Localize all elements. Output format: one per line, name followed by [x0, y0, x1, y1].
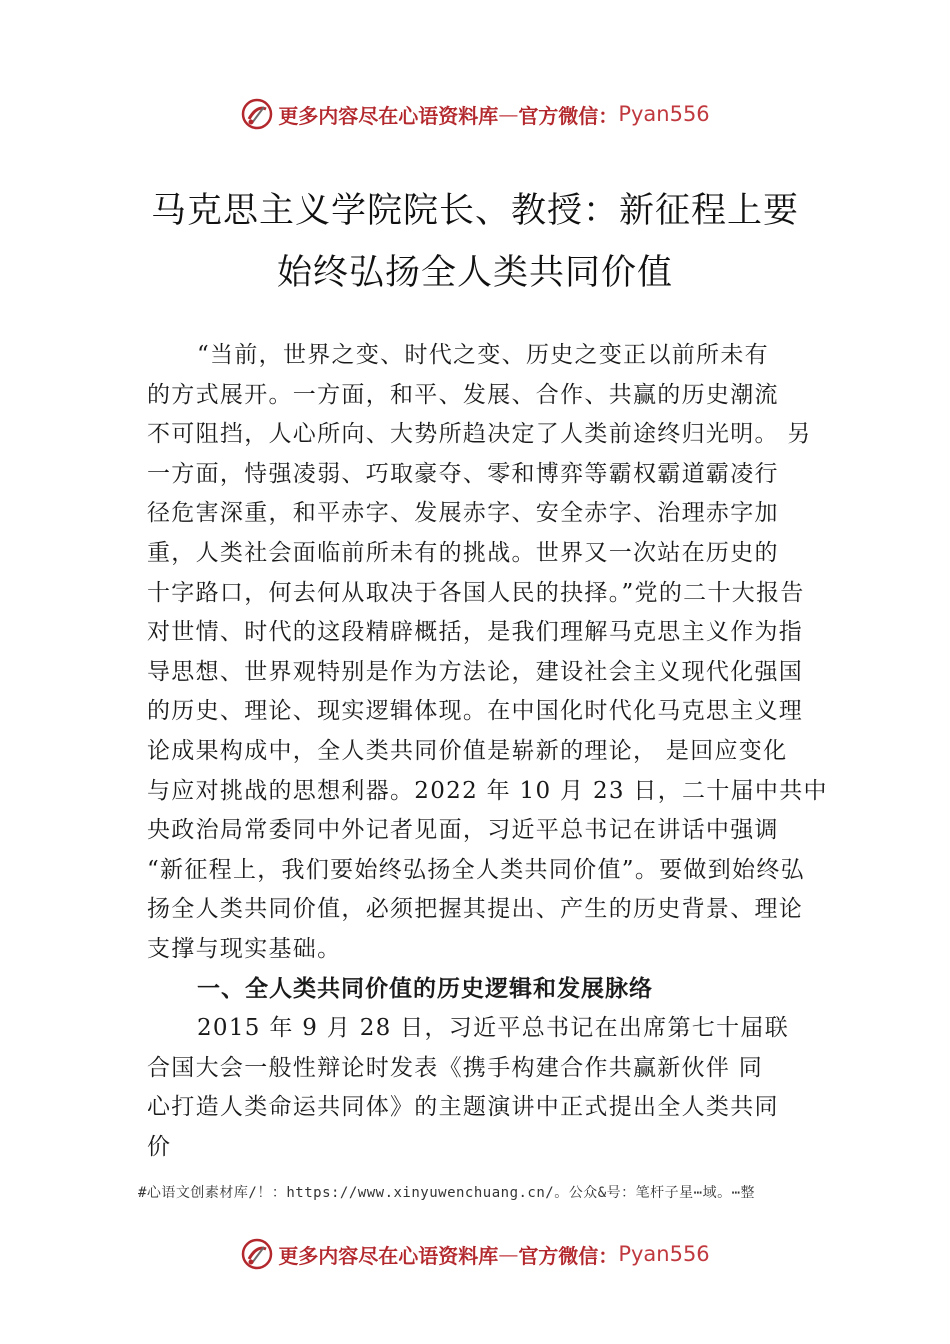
body-line: 心打造人类命运共同体》的主题演讲中正式提出全人类共同 [147, 1094, 779, 1121]
body-line: 导思想、世界观特别是作为方法论，建设社会主义现代化强国 [147, 658, 804, 685]
header-banner [0, 92, 950, 136]
body-line: 重，人类社会面临前所未有的挑战。世界又一次站在历史的 [147, 539, 779, 566]
body-line: 不可阻挡，人心所向、大势所趋决定了人类前途终归光明。 另 [147, 421, 812, 448]
document-title [0, 180, 950, 304]
section-heading: 一、全人类共同价值的历史逻辑和发展脉络 [197, 975, 653, 1002]
body-line: 合国大会一般性辩论时发表《携手构建合作共赢新伙伴 同 [147, 1054, 764, 1081]
banner-wechat-id: Pyan556 [618, 102, 710, 126]
body-line: “当前，世界之变、时代之变、历史之变正以前所未有 [197, 342, 769, 368]
body-line: 十字路口，何去何从取决于各国人民的抉择。”党的二十大报告 [147, 579, 805, 606]
banner-wechat-id: Pyan556 [618, 1242, 710, 1266]
body-line: 的方式展开。一方面，和平、发展、合作、共赢的历史潮流 [147, 381, 779, 408]
banner-wechat-label: 官方微信： [518, 103, 619, 128]
title-line-1: 马克思主义学院院长、教授：新征程上要 [150, 191, 799, 231]
body-line: 2015 年 9 月 28 日，习近平总书记在出席第七十届联 [197, 1015, 789, 1042]
banner-separator: — [498, 102, 519, 126]
body-line: 价 [147, 1133, 172, 1160]
logo-icon [240, 1237, 274, 1271]
logo-icon [240, 97, 274, 131]
body-line: 的历史、理论、现实逻辑体现。在中国化时代化马克思主义理 [147, 698, 804, 725]
body-line: 支撑与现实基础。 [147, 935, 342, 962]
body-line: 径危害深重，和平赤字、发展赤字、安全赤字、治理赤字加 [147, 500, 779, 527]
body-line: 央政治局常委同中外记者见面，习近平总书记在讲话中强调 [147, 817, 779, 844]
banner-main-text: 更多内容尽在心语资料库 [278, 103, 499, 128]
banner-wechat-label: 官方微信： [518, 1243, 619, 1268]
body-line: 一方面，恃强凌弱、巧取豪夺、零和博弈等霸权霸道霸凌行 [147, 460, 779, 487]
body-line: 与应对挑战的思想利器。2022 年 10 月 23 日，二十届中共中 [147, 777, 828, 804]
banner-separator: — [498, 1242, 519, 1266]
footer-banner [0, 1232, 950, 1276]
document-body [147, 336, 828, 1167]
footer-note: #心语文创素材库/！：https://www.xinyuwenchuang.cn/。公众&号：笔杆子星⋯域。⋯整 [138, 1185, 756, 1201]
body-line: 论成果构成中，全人类共同价值是崭新的理论， 是回应变化 [147, 737, 788, 764]
body-line: 对世情、时代的这段精辟概括，是我们理解马克思主义作为指 [147, 619, 804, 646]
body-line: “新征程上，我们要始终弘扬全人类共同价值”。要做到始终弘 [147, 856, 805, 883]
title-line-2: 始终弘扬全人类共同价值 [276, 253, 673, 293]
banner-main-text: 更多内容尽在心语资料库 [278, 1243, 499, 1268]
body-line: 扬全人类共同价值，必须把握其提出、产生的历史背景、理论 [147, 896, 804, 923]
